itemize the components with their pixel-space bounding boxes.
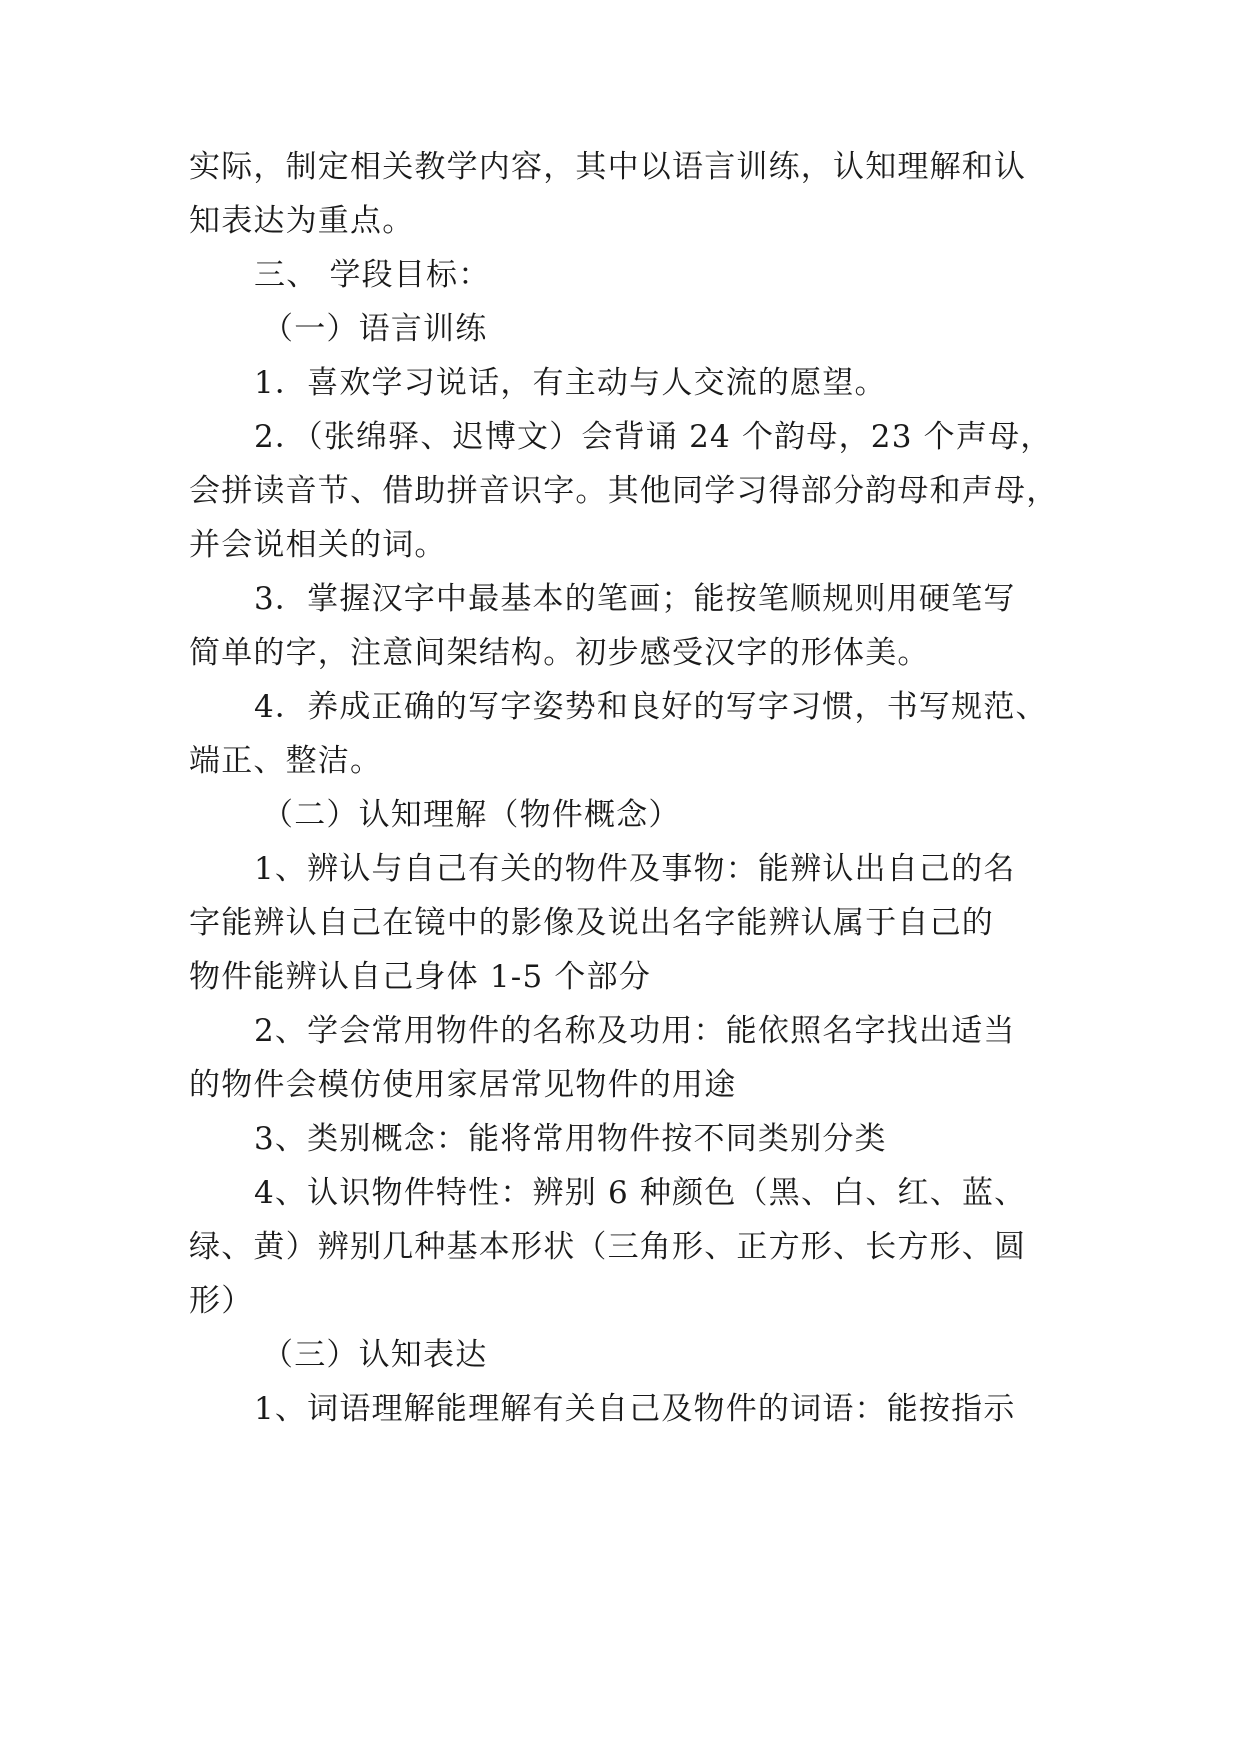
subsection-heading: （三）认知表达 (262, 1337, 488, 1373)
list-item-text: 1、辨认与自己有关的物件及事物：能辨认出自己的名 (254, 851, 1016, 887)
body-text-line: 简单的字，注意间架结构。初步感受汉字的形体美。 (189, 635, 930, 671)
body-text-line: 的物件会模仿使用家居常见物件的用途 (189, 1067, 737, 1103)
subsection-heading: （二）认知理解（物件概念） (262, 797, 681, 833)
list-item-text: 4、认识物件特性：辨别 6 种颜色（黑、白、红、蓝、 (254, 1175, 1027, 1211)
list-item-text: 2、学会常用物件的名称及功用：能依照名字找出适当 (254, 1013, 1016, 1049)
list-item-text: 2．（张绵驿、迟博文）会背诵 24 个韵母，23 个声母， (254, 419, 1053, 455)
list-item-text: 4．养成正确的写字姿势和良好的写字习惯，书写规范、 (254, 689, 1048, 725)
body-text-line: 字能辨认自己在镜中的影像及说出名字能辨认属于自己的 (189, 905, 994, 941)
section-heading: 三、 学段目标： (254, 257, 491, 293)
body-text-line: 绿、黄）辨别几种基本形状（三角形、正方形、长方形、圆 (189, 1229, 1027, 1265)
body-text-line: 实际，制定相关教学内容，其中以语言训练，认知理解和认 (189, 149, 1027, 185)
list-item-text: 3、类别概念：能将常用物件按不同类别分类 (254, 1121, 887, 1157)
body-text-line: 端正、整洁。 (189, 743, 383, 779)
body-text-line: 并会说相关的词。 (189, 527, 447, 563)
list-item-text: 1、词语理解能理解有关自己及物件的词语：能按指示 (254, 1391, 1016, 1427)
body-text-line: 会拼读音节、借助拼音识字。其他同学习得部分韵母和声母， (189, 473, 1059, 509)
body-text-line: 形） (189, 1283, 254, 1319)
subsection-heading: （一）语言训练 (262, 311, 488, 347)
body-text-line: 物件能辨认自己身体 1-5 个部分 (189, 959, 652, 995)
body-text-line: 知表达为重点。 (189, 203, 415, 239)
list-item-text: 1．喜欢学习说话，有主动与人交流的愿望。 (254, 365, 887, 401)
list-item-text: 3．掌握汉字中最基本的笔画；能按笔顺规则用硬笔写 (254, 581, 1016, 617)
